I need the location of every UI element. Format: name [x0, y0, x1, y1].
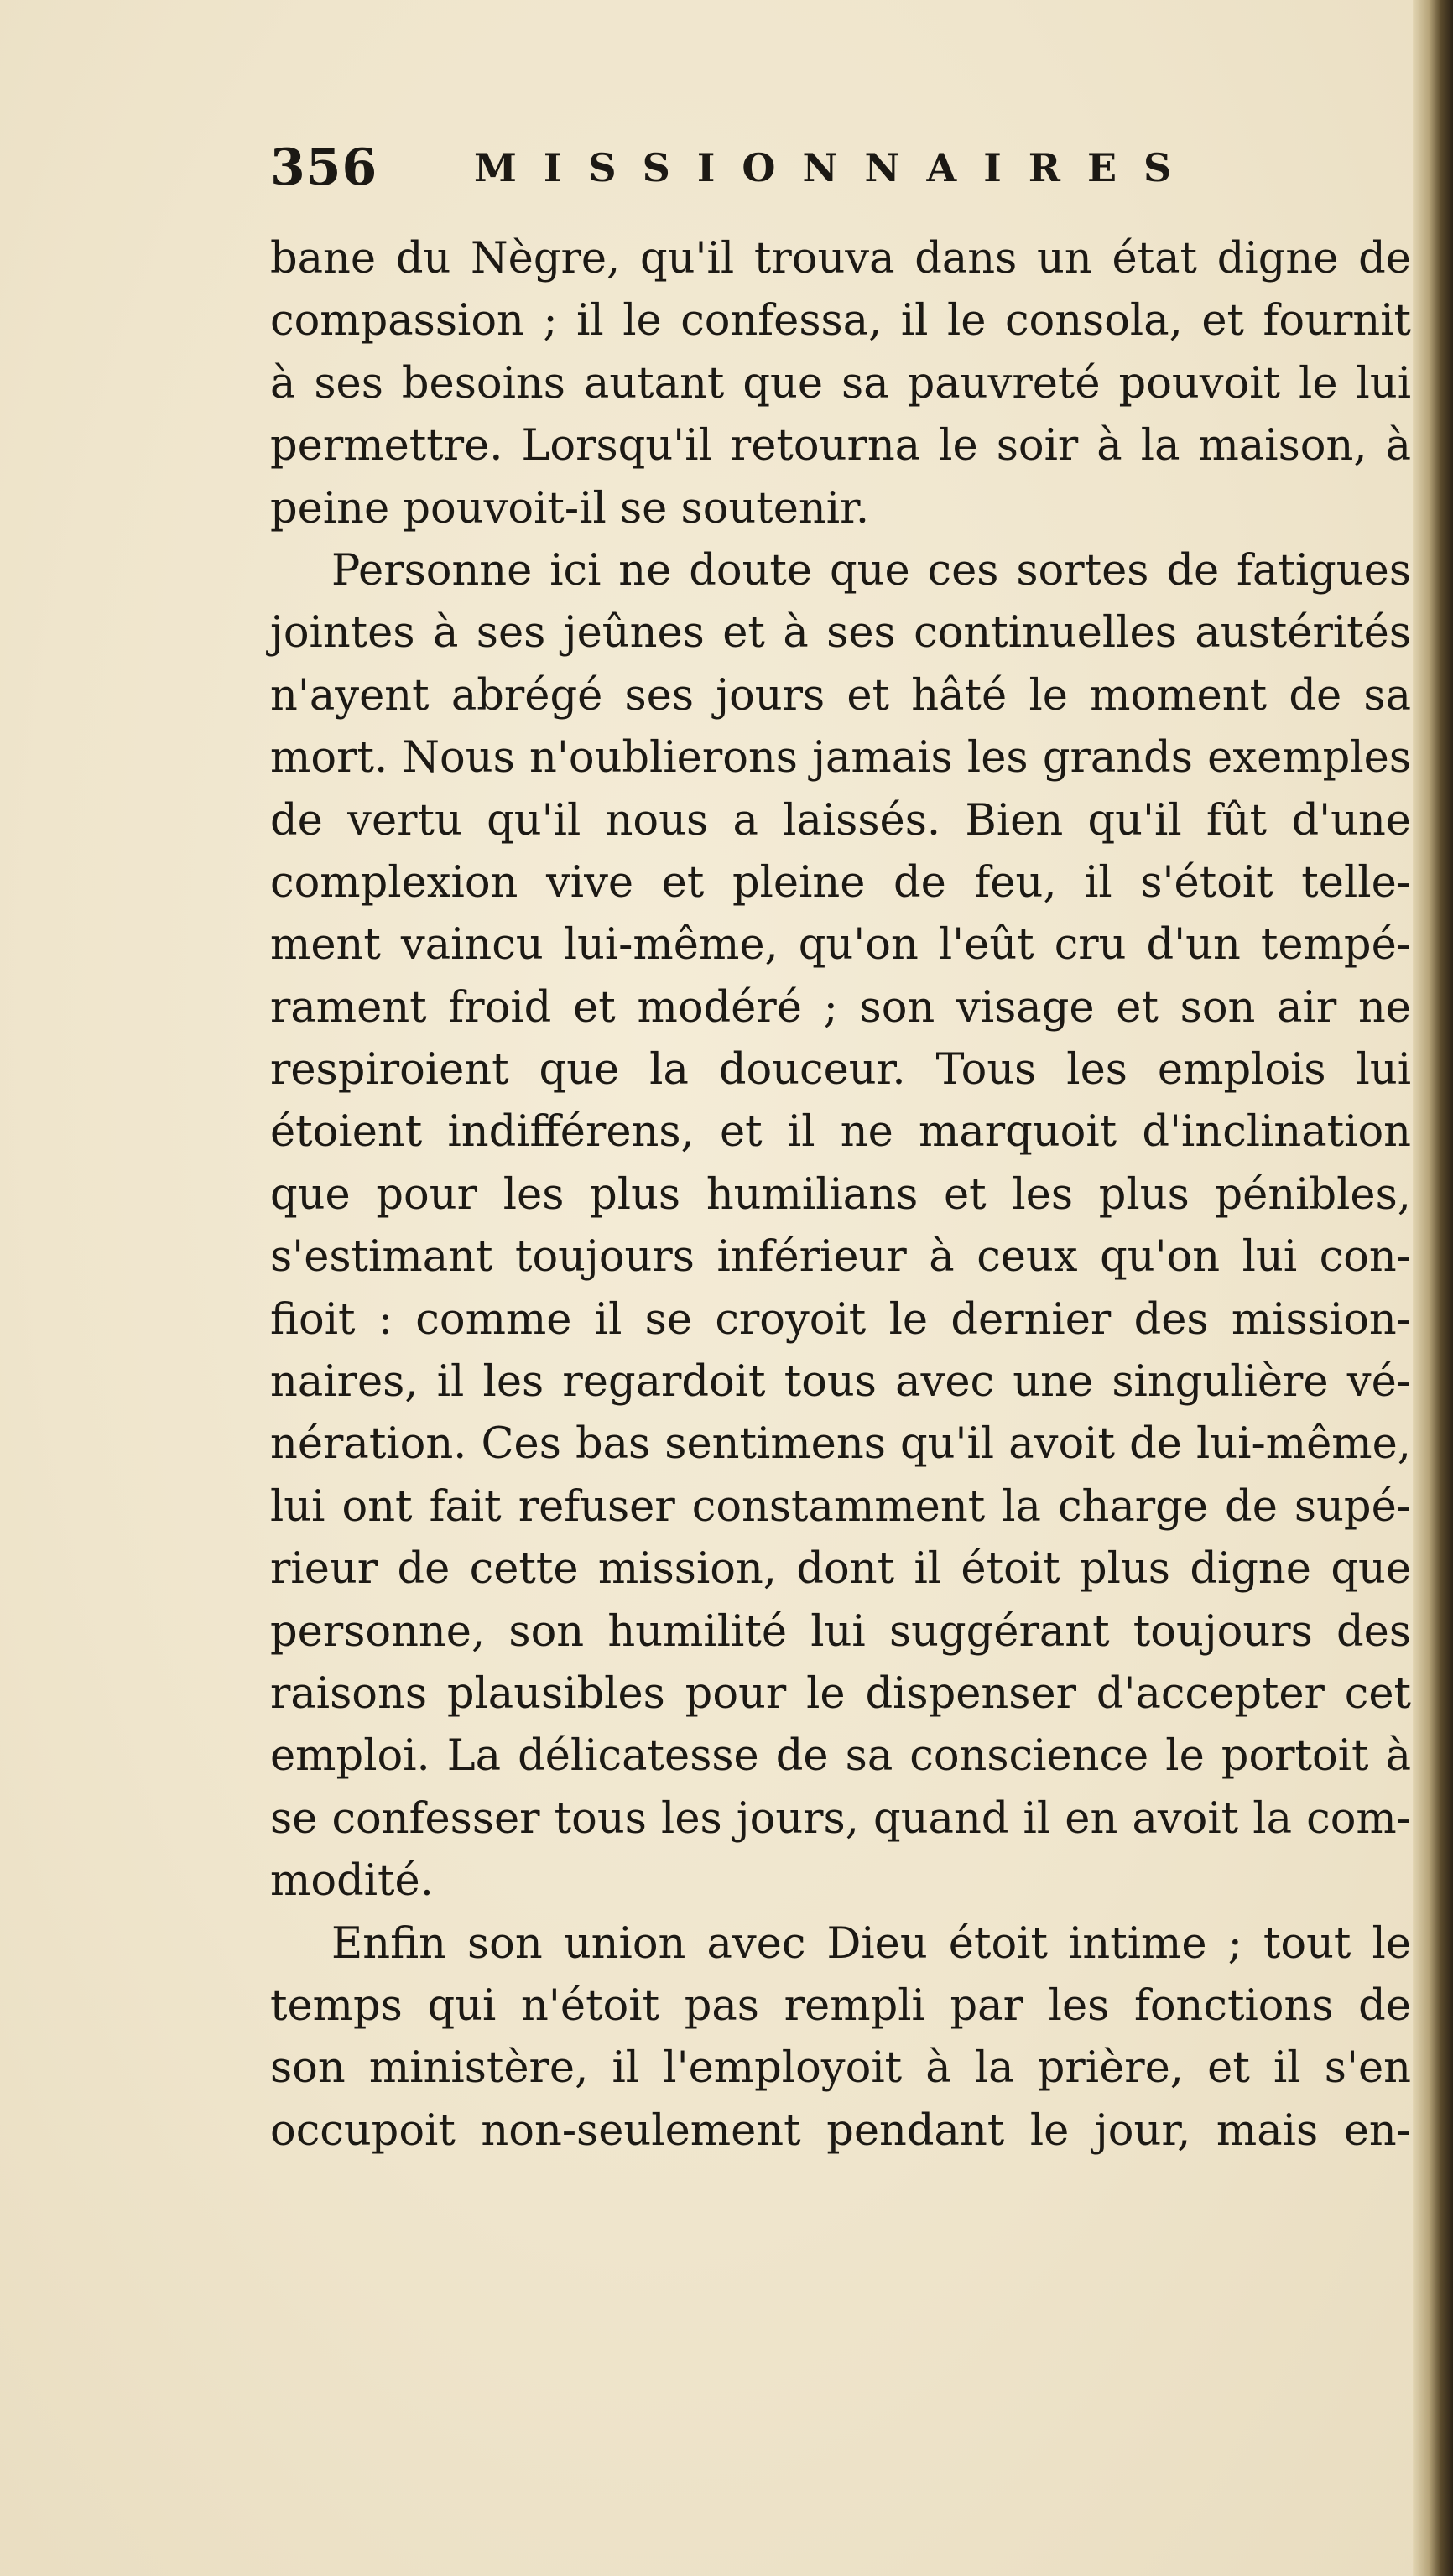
- book-binding-edge: [1413, 0, 1453, 2576]
- text-line: complexion vive et pleine de feu, il s'étoit telle-: [270, 857, 1411, 908]
- text-line: à ses besoins autant que sa pauvreté pouvoit le lui: [270, 358, 1411, 409]
- text-line: peine pouvoit-il se soutenir.: [270, 483, 870, 533]
- text-line: modité.: [270, 1856, 434, 1907]
- text-line: fioit : comme il se croyoit le dernier des mission-: [270, 1294, 1411, 1345]
- text-line: étoient indifférens, et il ne marquoit d'inclination: [270, 1107, 1411, 1158]
- text-line: temps qui n'étoit pas rempli par les fonctions de: [270, 1980, 1411, 2031]
- body-text: [270, 228, 1411, 2162]
- text-line: personne, son humilité lui suggérant toujours des: [270, 1606, 1411, 1657]
- text-line: nération. Ces bas sentimens qu'il avoit de lui-même,: [270, 1419, 1411, 1470]
- text-line: jointes à ses jeûnes et à ses continuelles austérités: [270, 608, 1411, 658]
- text-line: compassion ; il le confessa, il le consola, et fournit: [270, 296, 1411, 346]
- text-line: bane du Nègre, qu'il trouva dans un état digne de: [270, 234, 1411, 284]
- text-line: de vertu qu'il nous a laissés. Bien qu'il fût d'une: [270, 795, 1411, 846]
- text-line: naires, il les regardoit tous avec une singulière vé-: [270, 1357, 1411, 1408]
- text-line: rament froid et modéré ; son visage et son air ne: [270, 982, 1411, 1033]
- paragraph-first-line: Enfin son union avec Dieu étoit intime ; tout le: [331, 1918, 1411, 1969]
- text-line: se confesser tous les jours, quand il en avoit la com-: [270, 1793, 1411, 1844]
- text-line: mort. Nous n'oublierons jamais les grands exemples: [270, 733, 1411, 783]
- paragraph-first-line: Personne ici ne doute que ces sortes de fatigues: [331, 545, 1411, 596]
- text-line: occupoit non-seulement pendant le jour, mais en-: [270, 2105, 1411, 2156]
- text-line: s'estimant toujours inférieur à ceux qu'on lui con-: [270, 1232, 1411, 1283]
- running-head: [0, 126, 1453, 210]
- running-head-title: MISSIONNAIRES: [474, 145, 1199, 190]
- text-line: n'ayent abrégé ses jours et hâté le moment de sa: [270, 670, 1411, 721]
- text-line: rieur de cette mission, dont il étoit plus digne que: [270, 1544, 1411, 1595]
- text-line: emploi. La délicatesse de sa conscience le portoit à: [270, 1731, 1411, 1782]
- text-line: raisons plausibles pour le dispenser d'accepter cet: [270, 1668, 1411, 1719]
- page-number: 356: [270, 138, 378, 197]
- text-line: permettre. Lorsqu'il retourna le soir à la maison, à: [270, 421, 1411, 471]
- text-line: lui ont fait refuser constamment la charge de supé-: [270, 1481, 1411, 1532]
- text-line: que pour les plus humilians et les plus pénibles,: [270, 1169, 1411, 1220]
- text-line: ment vaincu lui-même, qu'on l'eût cru d'un tempé-: [270, 920, 1411, 971]
- text-line: son ministère, il l'employoit à la prière, et il s'en: [270, 2043, 1411, 2094]
- text-line: respiroient que la douceur. Tous les emplois lui: [270, 1045, 1411, 1095]
